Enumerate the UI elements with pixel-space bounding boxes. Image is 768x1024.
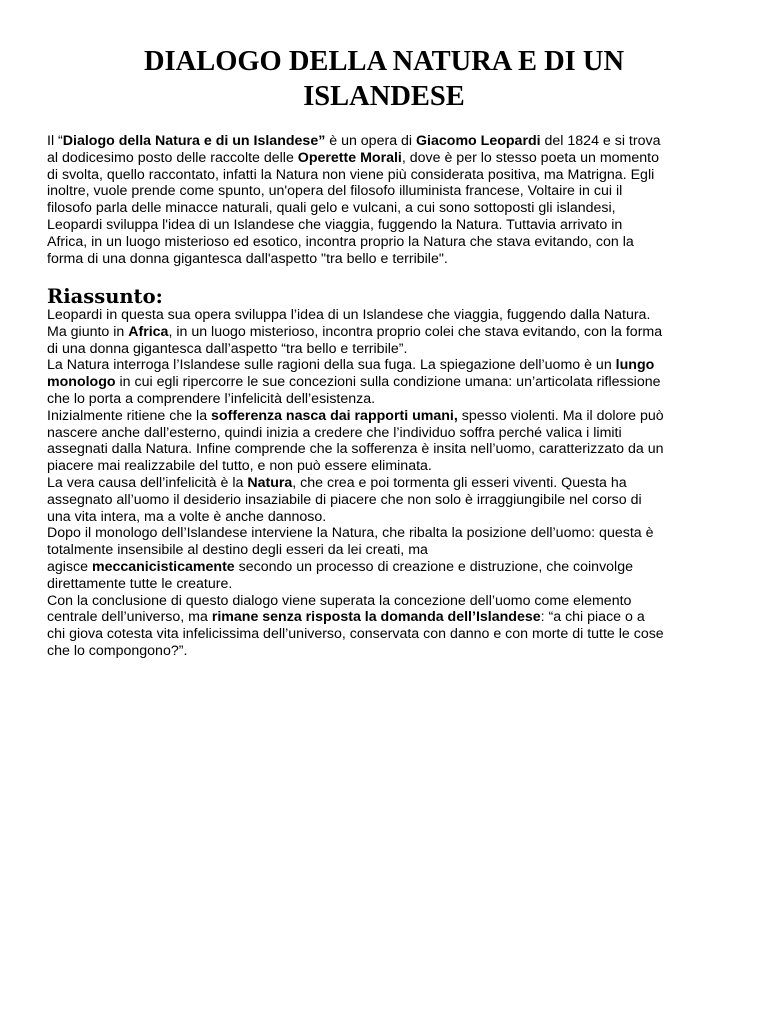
summary-bold: sofferenza nasca dai rapporti umani, [211, 407, 458, 424]
summary-text: Inizialmente ritiene che la [47, 407, 212, 424]
document-title: DIALOGO DELLA NATURA E DI UN ISLANDESE [143, 46, 625, 112]
summary-text: Ma giunto in [47, 323, 129, 340]
summary-line: totalmente insensibile al destino degli esseri da lei creati, ma [47, 542, 428, 559]
intro-text: , dove è per lo stesso poeta un momento [401, 149, 659, 166]
intro-paragraph [47, 133, 727, 267]
summary-bold: Africa [128, 323, 169, 340]
intro-line [47, 133, 660, 150]
summary-section [47, 307, 727, 660]
intro-line: inoltre, vuole prende come spunto, un'opera del filosofo illuminista francese, Voltaire in cui il [47, 183, 623, 200]
summary-line: piacere mai realizzabile del tutto, e non può essere eliminata. [47, 458, 432, 475]
intro-line: Leopardi sviluppa l'idea di un Islandese che viaggia, fuggendo la Natura. Tuttavia arrivato in [47, 216, 623, 233]
summary-text: : “a chi piace o a [540, 609, 645, 626]
summary-line: di una donna gigantesca dall’aspetto “tra bello e terribile”. [47, 340, 408, 357]
intro-line [47, 150, 659, 167]
summary-paragraph [47, 525, 727, 592]
summary-line [47, 559, 633, 576]
summary-text: La Natura interroga l’Islandese sulle ragioni della sua fuga. La spiegazione dell’uomo è un [47, 357, 616, 374]
summary-text: , in un luogo misterioso, incontra proprio colei che stava evitando, con la forma [168, 323, 663, 340]
summary-paragraph [47, 408, 727, 475]
summary-bold: Natura [247, 474, 293, 491]
summary-line: nascere anche dall’esterno, quindi inizia a credere che l’individuo soffra perché valica i limiti [47, 424, 622, 441]
summary-line: assegnati dalla Natura. Infine comprende che la sofferenza è insita nell’uomo, caratterizzato da un [47, 441, 664, 458]
summary-line: Leopardi in questa sua opera sviluppa l’idea di un Islandese che viaggia, fuggendo dalla Natura. [47, 307, 651, 323]
summary-text: centrale dell’universo, ma [47, 609, 212, 626]
summary-line: che lo porta a comprendere l’infelicità dell’esistenza. [47, 390, 376, 407]
intro-text: al dodicesimo posto delle raccolte delle [47, 149, 298, 166]
summary-line [47, 475, 627, 492]
summary-line: chi giova cotesta vita infelicissima dell’universo, conservata con danno e con morte di tutte le cose [47, 626, 664, 643]
summary-paragraph [47, 357, 727, 407]
summary-line: direttamente tutte le creature. [47, 575, 233, 592]
summary-bold: monologo [47, 374, 116, 391]
summary-line [47, 357, 654, 374]
intro-line: forma di una donna gigantesca dall'aspetto "tra bello e terribile". [47, 250, 448, 267]
intro-bold-title: Dialogo della Natura e di un Islandese” [62, 133, 326, 149]
summary-bold: lungo [615, 357, 655, 374]
intro-line: Africa, in un luogo misterioso ed esotico, incontra proprio la Natura che stava evitando, con la [47, 233, 634, 250]
intro-text: Il “ [47, 133, 63, 149]
summary-line [47, 408, 664, 425]
summary-line: Con la conclusione di questo dialogo viene superata la concezione dell’uomo come elemento [47, 592, 632, 609]
summary-bold: rimane senza risposta la domanda dell’Islandese [211, 609, 541, 626]
intro-line: filosofo parla delle minacce naturali, quali gelo e vulcani, a cui sono sottoposti gli islandesi, [47, 200, 616, 217]
summary-text: in cui egli ripercorre le sue concezioni sulla condizione umana: un’articolata riflessione [115, 374, 661, 391]
summary-bold: meccanicisticamente [91, 558, 235, 575]
intro-bold-author: Giacomo Leopardi [416, 133, 541, 149]
summary-line [47, 609, 645, 626]
intro-text: è un opera di [325, 133, 417, 149]
intro-line: di svolta, quello raccontato, infatti la Natura non viene più considerata positiva, ma Matrigna. Egli [47, 166, 655, 183]
summary-text: spesso violenti. Ma il dolore può [457, 407, 664, 424]
summary-paragraph [47, 475, 727, 525]
summary-line: assegnato all’uomo il desiderio insaziabile di piacere che non solo è irraggiungibile nel corso di [47, 491, 642, 508]
summary-text: agisce [47, 558, 92, 575]
intro-text: del 1824 e si trova [540, 133, 661, 149]
summary-paragraph [47, 593, 727, 660]
summary-line [47, 324, 662, 341]
intro-bold-collection: Operette Morali [297, 149, 402, 166]
summary-heading: Riassunto: [47, 285, 163, 308]
summary-text: La vera causa dell’infelicità è la [47, 474, 248, 491]
summary-text: secondo un processo di creazione e distruzione, che coinvolge [234, 558, 633, 575]
summary-line: che lo compongono?”. [47, 642, 188, 659]
summary-line: Dopo il monologo dell’Islandese interviene la Natura, che ribalta la posizione dell’uomo: questa è [47, 525, 654, 542]
summary-text: , che crea e poi tormenta gli esseri viventi. Questa ha [292, 474, 627, 491]
summary-line [47, 374, 661, 391]
summary-paragraph [47, 307, 727, 357]
summary-line: una vita intera, ma a volte è anche dannoso. [47, 508, 327, 525]
